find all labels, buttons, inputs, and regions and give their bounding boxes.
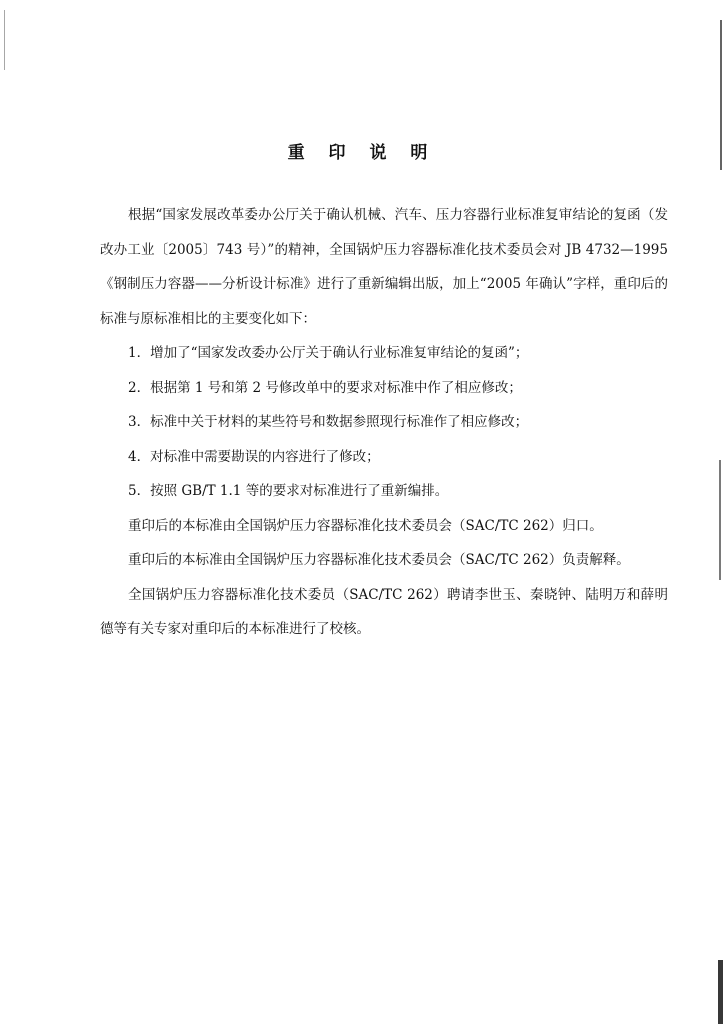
scan-edge-mark — [718, 960, 723, 1024]
list-item: 1．增加了“国家发改委办公厅关于确认行业标准复审结论的复函”； — [128, 345, 529, 361]
page-title: 重 印 说 明 — [287, 143, 437, 163]
paragraph-interpretation: 重印后的本标准由全国锅炉压力容器标准化技术委员会（SAC/TC 262）负责解释。 — [128, 552, 630, 568]
list-item: 3．标准中关于材料的某些符号和数据参照现行标准作了相应修改； — [128, 414, 529, 430]
body-text — [100, 198, 668, 647]
list-item: 2．根据第 1 号和第 2 号修改单中的要求对标准中作了相应修改； — [128, 379, 522, 396]
paragraph-intro: 根据“国家发展改革委办公厅关于确认机械、汽车、压力容器行业标准复审结论的复函（发改办工业〔2005〕743 号）”的精神，全国锅炉压力容器标准化技术委员会对 JB 4732—1995《钢制压力容器——分析设计标准》进行了重新编辑出版，加上“2005 年确认”字样，重印后的标准与原标准相比的主要变化如下： — [100, 207, 668, 327]
scan-edge-mark — [4, 10, 5, 70]
list-item: 4．对标准中需要勘误的内容进行了修改； — [128, 448, 380, 465]
scan-edge-mark — [719, 460, 721, 580]
list-item: 5．按照 GB/T 1.1 等的要求对标准进行了重新编排。 — [128, 483, 449, 499]
paragraph-review: 全国锅炉压力容器标准化技术委员（SAC/TC 262）聘请李世玉、秦晓钟、陆明万和薛明德等有关专家对重印后的本标准进行了校核。 — [100, 586, 668, 637]
paragraph-custody: 重印后的本标准由全国锅炉压力容器标准化技术委员会（SAC/TC 262）归口。 — [128, 517, 603, 534]
